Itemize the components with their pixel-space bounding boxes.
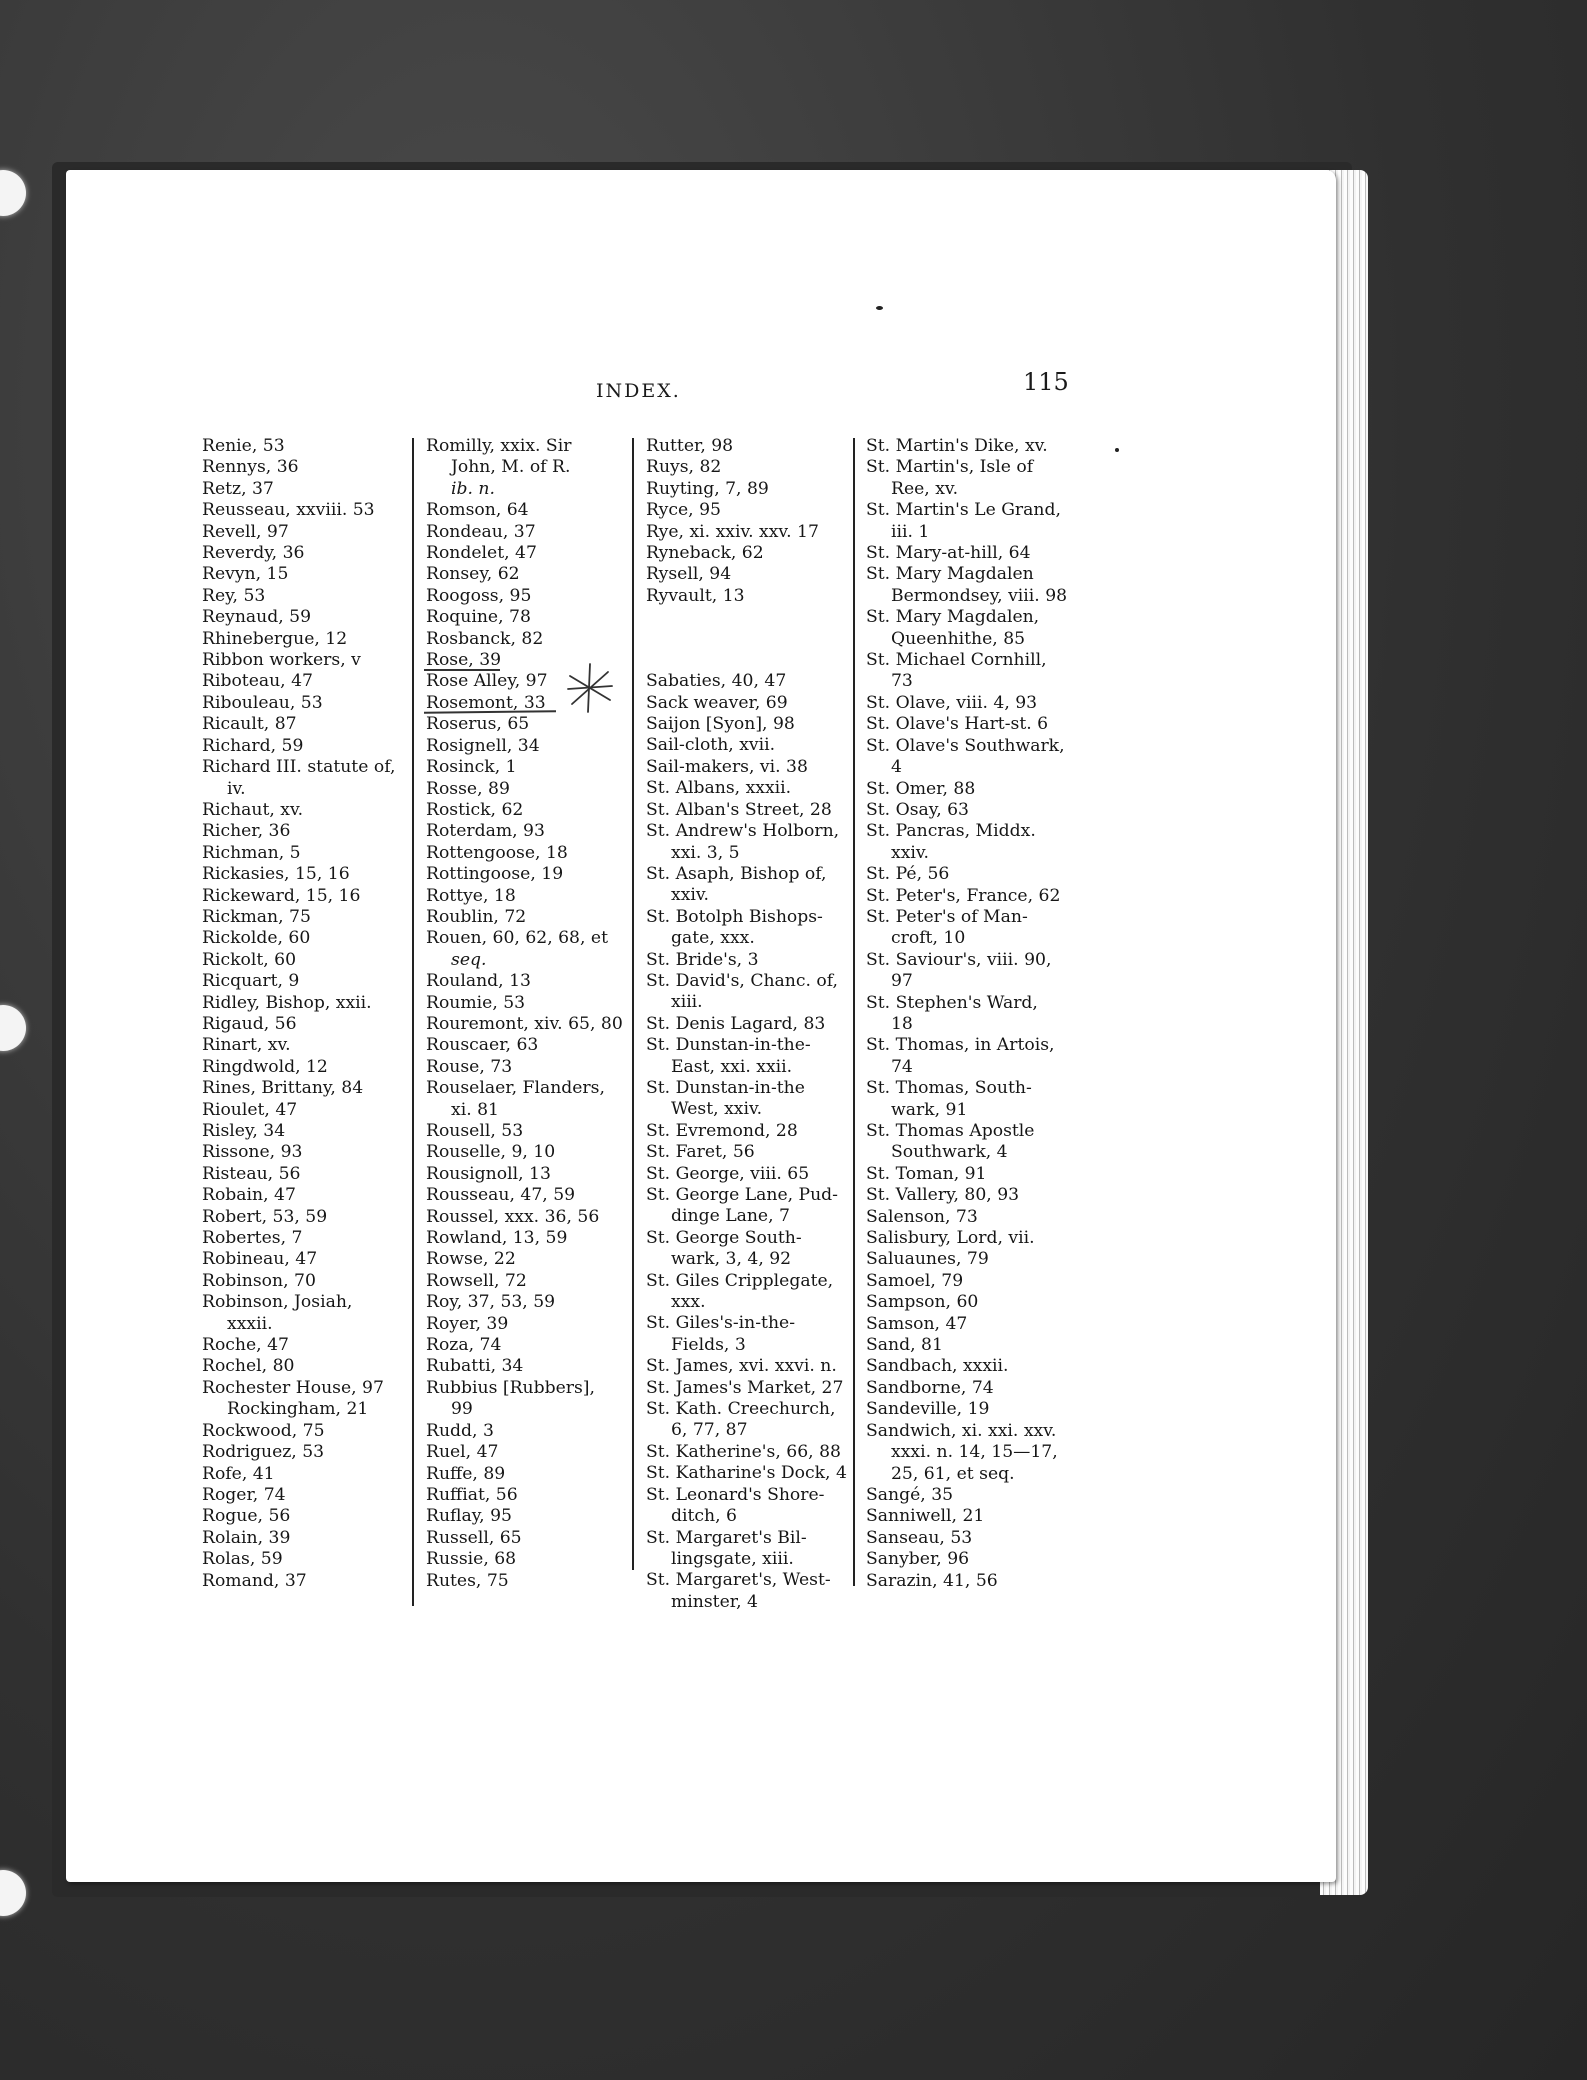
- index-entry: Rutes, 75: [426, 1570, 509, 1591]
- index-entry: St. Osay, 63: [866, 799, 969, 820]
- index-entry: Rey, 53: [202, 585, 266, 606]
- index-entry: Queenhithe, 85: [891, 628, 1026, 649]
- index-entry: St. Kath. Creechurch,: [646, 1399, 836, 1420]
- index-entry: Rousignoll, 13: [426, 1163, 551, 1184]
- index-entry: Romson, 64: [426, 500, 529, 521]
- index-entry: Romand, 37: [202, 1570, 307, 1591]
- index-entry: St. James's Market, 27: [646, 1377, 844, 1398]
- index-entry: Royer, 39: [426, 1313, 509, 1334]
- index-entry: St. Evremond, 28: [646, 1120, 798, 1141]
- index-entry: Ricquart, 9: [202, 971, 300, 992]
- index-entry: Bermondsey, viii. 98: [891, 585, 1068, 606]
- index-entry: Sandeville, 19: [866, 1399, 990, 1420]
- index-entry: Rondelet, 47: [426, 543, 537, 564]
- index-entry: Rosse, 89: [426, 778, 510, 799]
- index-entry: Ruys, 82: [646, 457, 722, 478]
- index-entry: Rose Alley, 97: [426, 671, 548, 692]
- index-entry: St. Peter's of Man-: [866, 906, 1028, 927]
- index-entry: 4: [891, 757, 902, 778]
- index-entry: Sandwich, xi. xxi. xxv.: [866, 1420, 1057, 1441]
- index-entry: Sampson, 60: [866, 1292, 979, 1313]
- index-entry: St. Omer, 88: [866, 778, 976, 799]
- index-column-4: [866, 436, 1076, 1592]
- index-entry: Rosignell, 34: [426, 735, 540, 756]
- index-entry: Robinson, Josiah,: [202, 1292, 353, 1313]
- index-entry: Rose, 39: [426, 650, 502, 671]
- index-entry: Rockingham, 21: [227, 1399, 369, 1420]
- index-entry: St. Dunstan-in-the-: [646, 1035, 811, 1056]
- index-entry: Romilly, xxix. Sir: [426, 436, 572, 456]
- index-entry: Richaut, xv.: [202, 799, 304, 820]
- index-entry: St. Katharine's Dock, 4: [646, 1463, 847, 1484]
- index-entry: Rondeau, 37: [426, 521, 536, 542]
- index-entry: Sandbach, xxxii.: [866, 1356, 1009, 1377]
- index-column-3: [646, 436, 850, 1613]
- index-entry: St. Dunstan-in-the: [646, 1077, 805, 1098]
- index-entry: Rowsell, 72: [426, 1270, 527, 1291]
- column-rule: [853, 438, 855, 1586]
- index-entry: Samoel, 79: [866, 1270, 964, 1291]
- index-entry: St. Alban's Street, 28: [646, 799, 832, 820]
- index-entry: St. Giles's-in-the-: [646, 1313, 796, 1334]
- index-entry: Roterdam, 93: [426, 821, 545, 842]
- index-entry: Rostick, 62: [426, 799, 524, 820]
- index-entry: Rowse, 22: [426, 1249, 516, 1270]
- index-entry: Roger, 74: [202, 1484, 286, 1505]
- index-entry: Sarazin, 41, 56: [866, 1570, 998, 1591]
- index-entry: seq.: [451, 949, 487, 970]
- index-entry: St. Pé, 56: [866, 864, 950, 885]
- index-entry: Rhinebergue, 12: [202, 628, 348, 649]
- index-entry: St. Katherine's, 66, 88: [646, 1441, 841, 1462]
- index-entry: xiii.: [671, 992, 703, 1013]
- index-entry: Revyn, 15: [202, 564, 289, 585]
- index-entry: Rouland, 13: [426, 971, 531, 992]
- index-entry: Sangé, 35: [866, 1484, 954, 1505]
- index-entry: Rouse, 73: [426, 1056, 513, 1077]
- index-entry: Rosbanck, 82: [426, 628, 544, 649]
- index-entry: Ree, xv.: [891, 478, 959, 499]
- index-entry: Ruel, 47: [426, 1442, 499, 1463]
- index-entry: Rouscaer, 63: [426, 1035, 539, 1056]
- index-entry: St. Andrew's Holborn,: [646, 821, 840, 842]
- index-entry: Rigaud, 56: [202, 1013, 297, 1034]
- index-entry: St. James, xvi. xxvi. n.: [646, 1356, 837, 1377]
- index-entry: Ribbon workers, v: [202, 650, 361, 671]
- index-entry: 74: [891, 1056, 913, 1077]
- index-entry: Rottye, 18: [426, 885, 516, 906]
- index-entry: Saluaunes, 79: [866, 1249, 989, 1270]
- index-entry: Sanseau, 53: [866, 1527, 973, 1548]
- index-entry: Roogoss, 95: [426, 585, 532, 606]
- index-entry: Rickolde, 60: [202, 928, 311, 949]
- index-entry: Sandborne, 74: [866, 1377, 994, 1398]
- index-column-1: [202, 436, 412, 1592]
- index-entry: Richman, 5: [202, 842, 301, 863]
- index-entry: xi. 81: [451, 1099, 499, 1120]
- index-entry: Rickeward, 15, 16: [202, 885, 361, 906]
- index-entry: 18: [891, 1013, 913, 1034]
- index-entry: minster, 4: [671, 1591, 758, 1612]
- index-entry: Rennys, 36: [202, 457, 299, 478]
- index-entry: St. Martin's Le Grand,: [866, 500, 1061, 521]
- index-entry: Rofe, 41: [202, 1463, 275, 1484]
- index-entry: Sabaties, 40, 47: [646, 671, 787, 692]
- index-entry: Ringdwold, 12: [202, 1056, 328, 1077]
- index-entry: xxiv.: [671, 885, 710, 906]
- index-entry: Reverdy, 36: [202, 543, 305, 564]
- index-entry: St. Saviour's, viii. 90,: [866, 949, 1052, 970]
- index-entry: St. Olave's Hart-st. 6: [866, 714, 1049, 735]
- index-entry: Richer, 36: [202, 821, 291, 842]
- index-entry: St. Stephen's Ward,: [866, 992, 1038, 1013]
- index-entry: Rottingoose, 19: [426, 864, 564, 885]
- index-entry: ib. n.: [451, 478, 495, 499]
- column-rule: [412, 438, 414, 1606]
- index-entry: St. Olave, viii. 4, 93: [866, 692, 1038, 713]
- index-entry: Sanniwell, 21: [866, 1506, 985, 1527]
- index-entry: St. George South-: [646, 1227, 802, 1248]
- index-entry: Robinson, 70: [202, 1270, 316, 1291]
- index-entry: 99: [451, 1399, 473, 1420]
- index-column-2: [426, 436, 631, 1592]
- index-entry: Richard III. statute of,: [202, 757, 396, 778]
- index-entry: Risteau, 56: [202, 1163, 301, 1184]
- index-entry: Rochester House, 97: [202, 1377, 384, 1398]
- index-entry: xxxii.: [227, 1313, 273, 1334]
- index-entry: St. Thomas, South-: [866, 1078, 1032, 1099]
- index-entry: Salisbury, Lord, vii.: [866, 1228, 1035, 1249]
- index-entry: Rockwood, 75: [202, 1420, 325, 1441]
- index-entry: Roy, 37, 53, 59: [426, 1292, 556, 1313]
- index-entry: St. David's, Chanc. of,: [646, 970, 838, 991]
- index-entry: croft, 10: [891, 928, 966, 949]
- index-entry: Robertes, 7: [202, 1228, 303, 1249]
- index-entry: dinge Lane, 7: [671, 1206, 790, 1227]
- index-entry: West, xxiv.: [671, 1099, 763, 1120]
- index-entry: Sand, 81: [866, 1335, 943, 1356]
- index-entry: Roumie, 53: [426, 992, 526, 1013]
- index-entry: St. Asaph, Bishop of,: [646, 863, 827, 884]
- index-entry: Renie, 53: [202, 436, 285, 456]
- index-entry: Revell, 97: [202, 521, 289, 542]
- index-entry: Roza, 74: [426, 1335, 502, 1356]
- index-entry: St. Pancras, Middx.: [866, 821, 1036, 842]
- index-entry: Rolas, 59: [202, 1549, 283, 1570]
- page-number: 115: [1023, 368, 1069, 396]
- index-entry: St. Martin's, Isle of: [866, 457, 1034, 478]
- index-entry: Roche, 47: [202, 1335, 289, 1356]
- index-entry: St. George, viii. 65: [646, 1163, 810, 1184]
- index-entry: Rye, xi. xxiv. xxv. 17: [646, 521, 819, 542]
- index-entry: Roserus, 65: [426, 714, 530, 735]
- index-entry: Rysell, 94: [646, 564, 732, 585]
- index-entry: Salenson, 73: [866, 1206, 978, 1227]
- index-entry: wark, 3, 4, 92: [671, 1249, 792, 1270]
- index-entry: Fields, 3: [671, 1334, 746, 1355]
- ink-speck: [1115, 448, 1119, 452]
- index-entry: St. Faret, 56: [646, 1142, 755, 1163]
- index-entry: Reynaud, 59: [202, 607, 312, 628]
- index-entry: St. Olave's Southwark,: [866, 735, 1065, 756]
- index-entry: Robert, 53, 59: [202, 1206, 328, 1227]
- index-entry: Ryneback, 62: [646, 543, 764, 564]
- index-entry: Retz, 37: [202, 478, 274, 499]
- index-entry: Saijon [Syon], 98: [646, 714, 795, 735]
- index-entry: Rickolt, 60: [202, 949, 297, 970]
- index-entry: St. Leonard's Shore-: [646, 1484, 825, 1505]
- index-entry: Reusseau, xxviii. 53: [202, 500, 375, 521]
- index-entry: Samson, 47: [866, 1313, 968, 1334]
- index-entry: St. Thomas Apostle: [866, 1121, 1035, 1141]
- index-entry: Ruffiat, 56: [426, 1484, 518, 1505]
- index-entry: Rouen, 60, 62, 68, et: [426, 928, 608, 949]
- index-entry: St. Botolph Bishops-: [646, 906, 823, 927]
- index-entry: Rosemont, 33: [426, 692, 546, 713]
- index-entry: xxxi. n. 14, 15—17,: [891, 1442, 1058, 1463]
- index-entry: ditch, 6: [671, 1506, 737, 1527]
- index-entry: gate, xxx.: [671, 928, 755, 949]
- index-entry: Rouselle, 9, 10: [426, 1142, 556, 1163]
- index-entry: Ridley, Bishop, xxii.: [202, 992, 372, 1013]
- index-entry: Roquine, 78: [426, 607, 531, 628]
- index-entry: St. Mary-at-hill, 64: [866, 543, 1031, 564]
- index-entry: Rousell, 53: [426, 1121, 524, 1141]
- index-entry: Rutter, 98: [646, 436, 734, 456]
- index-entry: Ronsey, 62: [426, 564, 520, 585]
- index-entry: iv.: [227, 778, 246, 799]
- index-entry: St. Margaret's Bil-: [646, 1527, 807, 1548]
- index-entry: Rousseau, 47, 59: [426, 1185, 576, 1206]
- index-entry: Rubbius [Rubbers],: [426, 1377, 595, 1398]
- index-entry: St. Mary Magdalen: [866, 564, 1034, 585]
- index-entry: Ribouleau, 53: [202, 692, 323, 713]
- index-entry: Rickman, 75: [202, 906, 311, 927]
- index-entry: Rines, Brittany, 84: [202, 1078, 364, 1099]
- index-entry: Ryce, 95: [646, 500, 721, 521]
- column-rule: [632, 438, 634, 1570]
- index-entry: St. Toman, 91: [866, 1163, 987, 1184]
- index-entry: Roussel, xxx. 36, 56: [426, 1206, 600, 1227]
- index-entry: John, M. of R.: [451, 457, 571, 478]
- index-entry: Rosinck, 1: [426, 757, 517, 778]
- index-entry: Richard, 59: [202, 735, 304, 756]
- index-entry: wark, 91: [891, 1099, 968, 1120]
- index-entry: xxx.: [671, 1292, 706, 1313]
- index-entry: Rouselaer, Flanders,: [426, 1078, 605, 1099]
- index-entry: Sack weaver, 69: [646, 692, 788, 713]
- index-entry: St. Thomas, in Artois,: [866, 1035, 1055, 1056]
- index-entry: Southwark, 4: [891, 1142, 1008, 1163]
- index-entry: Rolain, 39: [202, 1527, 291, 1548]
- index-entry: Rodriguez, 53: [202, 1442, 325, 1463]
- index-entry: Russell, 65: [426, 1527, 522, 1548]
- index-entry: Rudd, 3: [426, 1420, 494, 1441]
- index-entry: St. Bride's, 3: [646, 949, 759, 970]
- index-entry: Robain, 47: [202, 1185, 296, 1206]
- index-entry: Ruflay, 95: [426, 1506, 512, 1527]
- index-entry: Ricault, 87: [202, 714, 297, 735]
- index-entry: St. Giles Cripplegate,: [646, 1270, 834, 1291]
- index-entry: iii. 1: [891, 521, 930, 542]
- index-entry: East, xxi. xxii.: [671, 1056, 793, 1077]
- index-entry: Rouremont, xiv. 65, 80: [426, 1013, 623, 1034]
- index-entry: Sail-makers, vi. 38: [646, 756, 808, 777]
- index-entry: Sail-cloth, xvii.: [646, 735, 776, 756]
- index-entry: Rissone, 93: [202, 1142, 303, 1163]
- index-entry: Roublin, 72: [426, 906, 527, 927]
- ink-speck: [876, 306, 883, 310]
- index-entry: Risley, 34: [202, 1121, 286, 1141]
- index-entry: 73: [891, 671, 913, 692]
- index-entry: Ryvault, 13: [646, 585, 745, 606]
- index-entry: 97: [891, 971, 913, 992]
- index-entry: St. Margaret's, West-: [646, 1570, 831, 1591]
- index-entry: lingsgate, xiii.: [671, 1548, 794, 1569]
- index-entry: xxi. 3, 5: [671, 842, 740, 863]
- index-entry: Russie, 68: [426, 1549, 517, 1570]
- index-entry: Ruyting, 7, 89: [646, 478, 769, 499]
- index-entry: 25, 61, et seq.: [891, 1463, 1015, 1484]
- running-head: INDEX.: [596, 380, 681, 402]
- index-entry: Rinart, xv.: [202, 1035, 291, 1056]
- index-entry: Rioulet, 47: [202, 1099, 298, 1120]
- index-entry: Rochel, 80: [202, 1356, 295, 1377]
- index-entry: 6, 77, 87: [671, 1420, 748, 1441]
- index-entry: Sanyber, 96: [866, 1549, 970, 1570]
- index-entry: Rickasies, 15, 16: [202, 864, 350, 885]
- index-entry: St. Michael Cornhill,: [866, 650, 1047, 671]
- index-entry: Riboteau, 47: [202, 671, 313, 692]
- index-entry: St. Vallery, 80, 93: [866, 1185, 1020, 1206]
- index-entry: St. Martin's Dike, xv.: [866, 436, 1048, 456]
- index-entry: Rowland, 13, 59: [426, 1228, 568, 1249]
- index-entry: St. George Lane, Pud-: [646, 1185, 838, 1205]
- index-entry: Robineau, 47: [202, 1249, 318, 1270]
- index-entry: xxiv.: [891, 842, 930, 863]
- index-entry: St. Albans, xxxii.: [646, 778, 792, 799]
- index-entry: St. Mary Magdalen,: [866, 607, 1040, 628]
- index-entry: St. Peter's, France, 62: [866, 885, 1061, 906]
- index-entry: Rottengoose, 18: [426, 842, 568, 863]
- index-entry: St. Denis Lagard, 83: [646, 1013, 826, 1034]
- index-entry: Ruffe, 89: [426, 1463, 506, 1484]
- index-entry: Rubatti, 34: [426, 1356, 524, 1377]
- index-entry: Rogue, 56: [202, 1506, 291, 1527]
